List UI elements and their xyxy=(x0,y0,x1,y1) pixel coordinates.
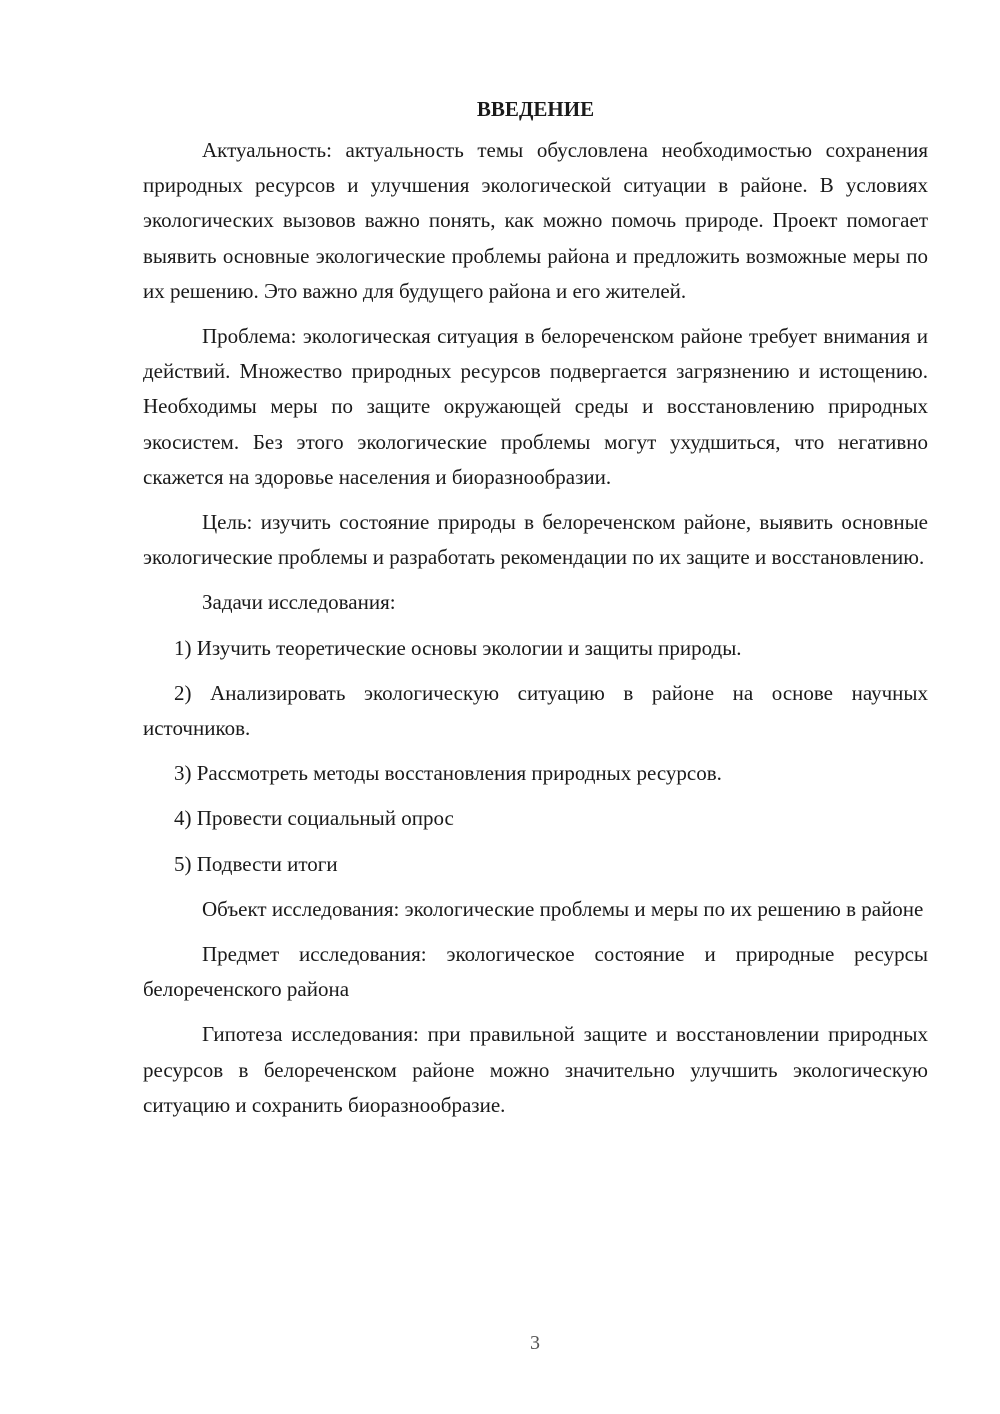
task-item-5: 5) Подвести итоги xyxy=(174,851,338,876)
task-item-1: 1) Изучить теоретические основы экологии и защиты природы. xyxy=(174,635,742,660)
hypothesis-paragraph: Гипотеза исследования: при правильной защите и восстановлении природных ресурсов в белореченском районе можно значительно улучшить экологическую ситуацию и сохранить биоразнообразие. xyxy=(143,1022,928,1117)
page-title: ВВЕДЕНИЕ xyxy=(476,97,595,121)
problem-paragraph: Проблема: экологическая ситуация в белореченском районе требует внимания и действий. Множество природных ресурсов подвергается загрязнению и истощению. Необходимы меры по защите окружающей среды и восстановлению природных экосистем. Без этого экологические проблемы могут ухудшиться, что негативно скажется на здоровье населения и биоразнообразии. xyxy=(143,324,928,489)
relevance-paragraph: Актуальность: актуальность темы обусловлена необходимостью сохранения природных ресурсов и улучшения экологической ситуации в районе. В условиях экологических вызовов важно понять, как можно помочь природе. Проект помогает выявить основные экологические проблемы района и предложить возможные меры по их решению. Это важно для будущего района и его жителей. xyxy=(143,138,928,303)
task-item-2: 2) Анализировать экологическую ситуацию в районе на основе научных источников. xyxy=(143,680,928,741)
subject-paragraph: Предмет исследования: экологическое состояние и природные ресурсы белореченского района xyxy=(143,942,928,1002)
task-item-3: 3) Рассмотреть методы восстановления природных ресурсов. xyxy=(174,761,722,786)
object-paragraph: Объект исследования: экологические проблемы и меры по их решению в районе xyxy=(202,896,924,921)
task-item-4: 4) Провести социальный опрос xyxy=(174,806,454,831)
page-number: 3 xyxy=(530,1332,540,1354)
tasks-heading: Задачи исследования: xyxy=(202,590,396,615)
goal-paragraph: Цель: изучить состояние природы в белореченском районе, выявить основные экологические проблемы и разработать рекомендации по их защите и восстановлению. xyxy=(143,510,928,570)
document-body xyxy=(143,92,928,1133)
